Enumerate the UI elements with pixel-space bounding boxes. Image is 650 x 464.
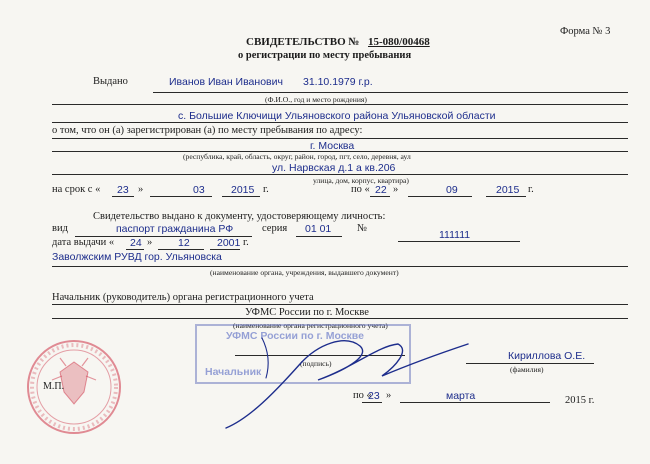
birthplace: с. Большие Ключищи Ульяновского района Ульяновской области xyxy=(178,110,496,122)
term-from-day: 23 xyxy=(117,184,129,196)
term-from-label: на срок с « xyxy=(52,184,101,195)
issue-year-suffix: г. xyxy=(243,237,249,248)
term-to-year-suffix: г. xyxy=(528,184,534,195)
surname-caption: (фамилия) xyxy=(510,365,544,374)
document-kind: паспорт гражданина РФ xyxy=(116,223,234,235)
signature-caption: (подпись) xyxy=(300,359,332,368)
term-to-quote: » xyxy=(393,184,399,195)
certificate-title: СВИДЕТЕЛЬСТВО № xyxy=(246,36,360,48)
head-title: Начальник (руководитель) органа регистрационного учета xyxy=(52,292,314,303)
term-from-month: 03 xyxy=(193,184,205,196)
term-to-label: по « xyxy=(351,184,370,195)
authority-caption: (наименование органа, учреждения, выдавшего документ) xyxy=(210,268,399,277)
term-from-quote: » xyxy=(138,184,144,195)
issue-day-quote: » xyxy=(147,237,153,248)
certificate-subtitle: о регистрации по месту пребывания xyxy=(238,50,412,61)
issued-label: Выдано xyxy=(93,76,128,87)
term-to-year: 2015 xyxy=(496,184,520,196)
term-to-month: 09 xyxy=(446,184,458,196)
registration-office: УФМС России по г. Москве xyxy=(245,307,369,318)
term-from-year-suffix: г. xyxy=(263,184,269,195)
stamp-office-text: УФМС России по г. Москве xyxy=(226,330,364,342)
term-from-year: 2015 xyxy=(231,184,255,196)
head-surname: Кириллова О.Е. xyxy=(508,350,586,362)
street-caption: улица, дом, корпус, квартира) xyxy=(313,176,409,185)
sign-date-day: 23 xyxy=(368,390,380,402)
document-intro: Свидетельство выдано к документу, удостоверяющему личность: xyxy=(93,211,386,222)
document-kind-label: вид xyxy=(52,223,68,234)
holder-name: Иванов Иван Иванович xyxy=(169,76,283,88)
registration-street: ул. Нарвская д.1 а кв.206 xyxy=(272,162,396,174)
issue-day: 24 xyxy=(130,237,142,249)
stamp-head-text: Начальник xyxy=(205,366,262,378)
region-caption: (республика, край, область, округ, район, город, пгт, село, деревня, аул xyxy=(183,152,411,161)
sign-date-month: марта xyxy=(446,390,476,402)
document-series: 01 01 xyxy=(305,223,332,235)
form-number: Форма № 3 xyxy=(560,26,611,37)
registration-city: г. Москва xyxy=(310,140,355,152)
series-label: серия xyxy=(262,223,288,234)
document-number: 111111 xyxy=(439,229,471,241)
sign-date-year: 2015 г. xyxy=(565,395,595,406)
certificate-number: 15-080/00468 xyxy=(368,36,430,48)
birth-date: 31.10.1979 г.р. xyxy=(303,76,373,88)
issue-date-label: дата выдачи « xyxy=(52,237,115,248)
sign-date-quote: » xyxy=(386,390,392,401)
issue-month: 12 xyxy=(178,237,190,249)
name-caption: (Ф.И.О., год и место рождения) xyxy=(265,95,367,104)
office-caption: (наименование органа регистрационного учета) xyxy=(233,321,388,330)
number-label: № xyxy=(357,223,368,234)
registration-statement: о том, что он (а) зарегистрирован (а) по месту пребывания по адресу: xyxy=(52,125,363,136)
issue-year: 2001 xyxy=(217,237,241,249)
seal-placeholder-mp: М.П. xyxy=(43,381,65,392)
term-to-day: 22 xyxy=(375,184,387,196)
sign-date-open: по « xyxy=(353,390,372,401)
issuing-authority: Заволжским РУВД гор. Ульяновска xyxy=(52,251,222,263)
